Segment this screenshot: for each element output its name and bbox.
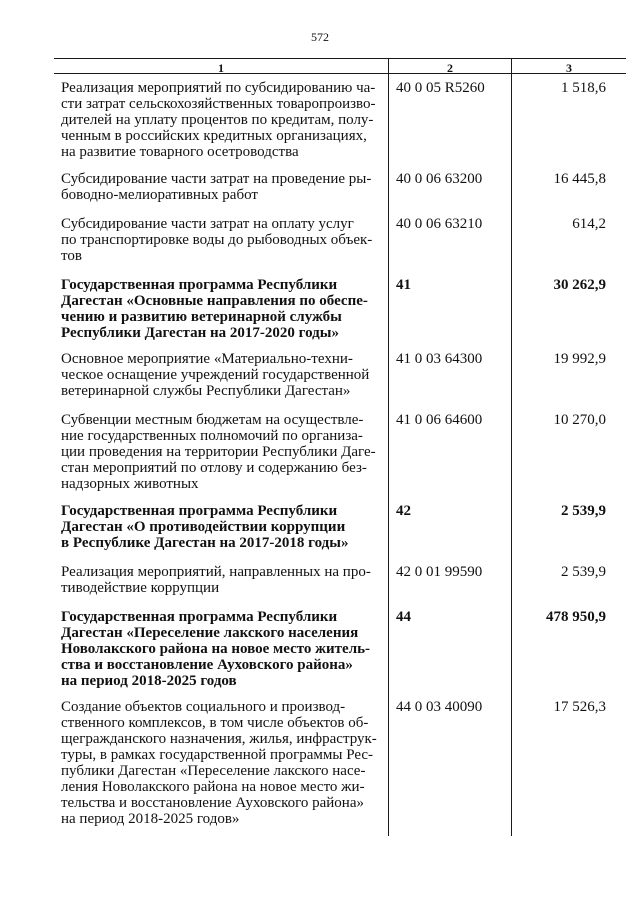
row-code: 40 0 05 R5260: [396, 80, 485, 96]
row-description: Субсидирование части затрат на проведение ры- боводно-мелиоративных работ: [61, 171, 372, 203]
row-code: 44 0 03 40090: [396, 699, 483, 715]
row-amount: 2 539,9: [561, 564, 606, 580]
column-header-1: 1: [218, 61, 224, 75]
program-code: 42: [396, 503, 411, 519]
table-top-rule: [54, 58, 626, 59]
program-amount: 30 262,9: [553, 277, 606, 293]
program-title: Государственная программа Республики Дагестан «Основные направления по обеспе- чению и развитию ветеринарной службы Республики Дагестан на 2017-2020 годы»: [61, 277, 368, 341]
row-amount: 16 445,8: [553, 171, 606, 187]
row-amount: 614,2: [572, 216, 606, 232]
program-amount: 2 539,9: [561, 503, 606, 519]
column-divider-2: [511, 58, 512, 836]
program-code: 44: [396, 609, 411, 625]
program-code: 41: [396, 277, 411, 293]
row-amount: 17 526,3: [553, 699, 606, 715]
row-code: 41 0 06 64600: [396, 412, 483, 428]
row-amount: 1 518,6: [561, 80, 606, 96]
program-amount: 478 950,9: [546, 609, 606, 625]
column-divider-1: [388, 58, 389, 836]
row-description: Создание объектов социального и производ- ственного комплексов, в том числе объектов об- щегражданского назначения, жилья, инфраструк- туры, в рамках государственной программы Рес- публики Дагестан «Переселение лакского насе- ления Новолакского района на новое место жи- тельства и восстановление Ауховского района» на период 2018-2025 годов»: [61, 699, 377, 827]
program-title: Государственная программа Республики Дагестан «О противодействии коррупции в Республике Дагестан на 2017-2018 годы»: [61, 503, 349, 551]
page-number: 572: [311, 30, 329, 44]
row-description: Субвенции местным бюджетам на осуществле- ние государственных полномочий по организа- ции проведения на территории Республики Даге- стан мероприятий по отлову и содержанию без- надзорных животных: [61, 412, 376, 492]
row-description: Субсидирование части затрат на оплату услуг по транспортировке воды до рыбоводных объек- тов: [61, 216, 373, 264]
row-amount: 19 992,9: [553, 351, 606, 367]
row-amount: 10 270,0: [553, 412, 606, 428]
row-code: 42 0 01 99590: [396, 564, 483, 580]
row-code: 41 0 03 64300: [396, 351, 483, 367]
row-code: 40 0 06 63210: [396, 216, 483, 232]
row-description: Реализация мероприятий по субсидированию ча- сти затрат сельскохозяйственных товаропроизво- дителей на уплату процентов по кредитам, полу- ченным в российских кредитных организациях, на развитие товарного осетроводства: [61, 80, 376, 160]
program-title: Государственная программа Республики Дагестан «Переселение лакского населения Новолакского района на новое место житель- ства и восстановление Ауховского района» на период 2018-2025 годов: [61, 609, 371, 689]
row-description: Реализация мероприятий, направленных на про- тиводействие коррупции: [61, 564, 371, 596]
column-header-3: 3: [566, 61, 572, 75]
column-header-2: 2: [447, 61, 453, 75]
row-code: 40 0 06 63200: [396, 171, 483, 187]
row-description: Основное мероприятие «Материально-техни- ческое оснащение учреждений государственной ветеринарной службы Республики Дагестан»: [61, 351, 370, 399]
